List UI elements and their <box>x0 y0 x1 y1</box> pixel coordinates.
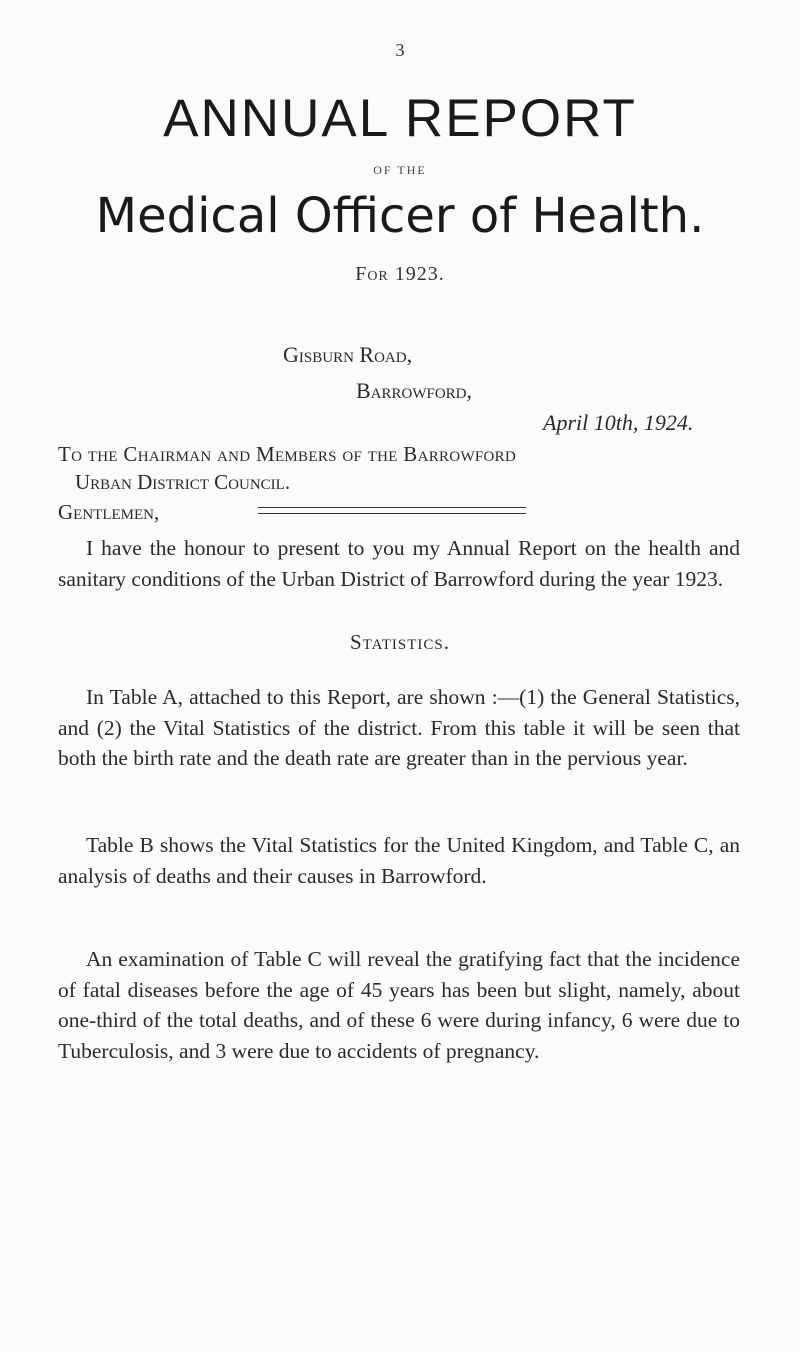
salutation-recipients: To the Chairman and Members of the Barrowford <box>58 442 517 466</box>
page-number: 3 <box>395 40 405 60</box>
of-the-label: OF THE <box>373 163 427 177</box>
title-divider-top <box>258 507 526 508</box>
statistics-paragraph-examination: An examination of Table C will reveal the gratifying fact that the incidence of fatal diseases before the age of 45 years has been but slight, namely, about one-third of the total deaths, and of these 6 were during infancy, 6 were due to Tuberculosis, and 3 were due to accidents of pregnancy. <box>58 947 740 1063</box>
address-street: Gisburn Road, <box>283 342 413 367</box>
section-heading-statistics: Statistics. <box>349 630 451 654</box>
report-subtitle: Medical Officer of Health. <box>95 188 705 244</box>
title-divider-bottom <box>258 513 526 514</box>
salutation-council: Urban District Council. <box>75 470 291 494</box>
statistics-paragraph-table-b-c: Table B shows the Vital Statistics for the United Kingdom, and Table C, an analysis of deaths and their causes in Barrowford. <box>58 833 740 888</box>
report-title: ANNUAL REPORT <box>163 89 637 148</box>
address-town: Barrowford, <box>356 378 473 403</box>
salutation-greeting: Gentlemen, <box>58 500 160 524</box>
statistics-paragraph-table-a: In Table A, attached to this Report, are shown :—(1) the General Statistics, and (2) the Vital Statistics of the district. From this table it will be seen that both the birth rate and the death rate are greater than in the pervious year. <box>58 685 740 770</box>
letter-date <box>543 410 693 436</box>
letter-date-text: April 10th, 1924. <box>543 410 694 435</box>
intro-paragraph: I have the honour to present to you my Annual Report on the health and sanitary conditions of the Urban District of Barrowford during the year 1923. <box>58 536 740 591</box>
report-year: For 1923. <box>355 263 445 285</box>
